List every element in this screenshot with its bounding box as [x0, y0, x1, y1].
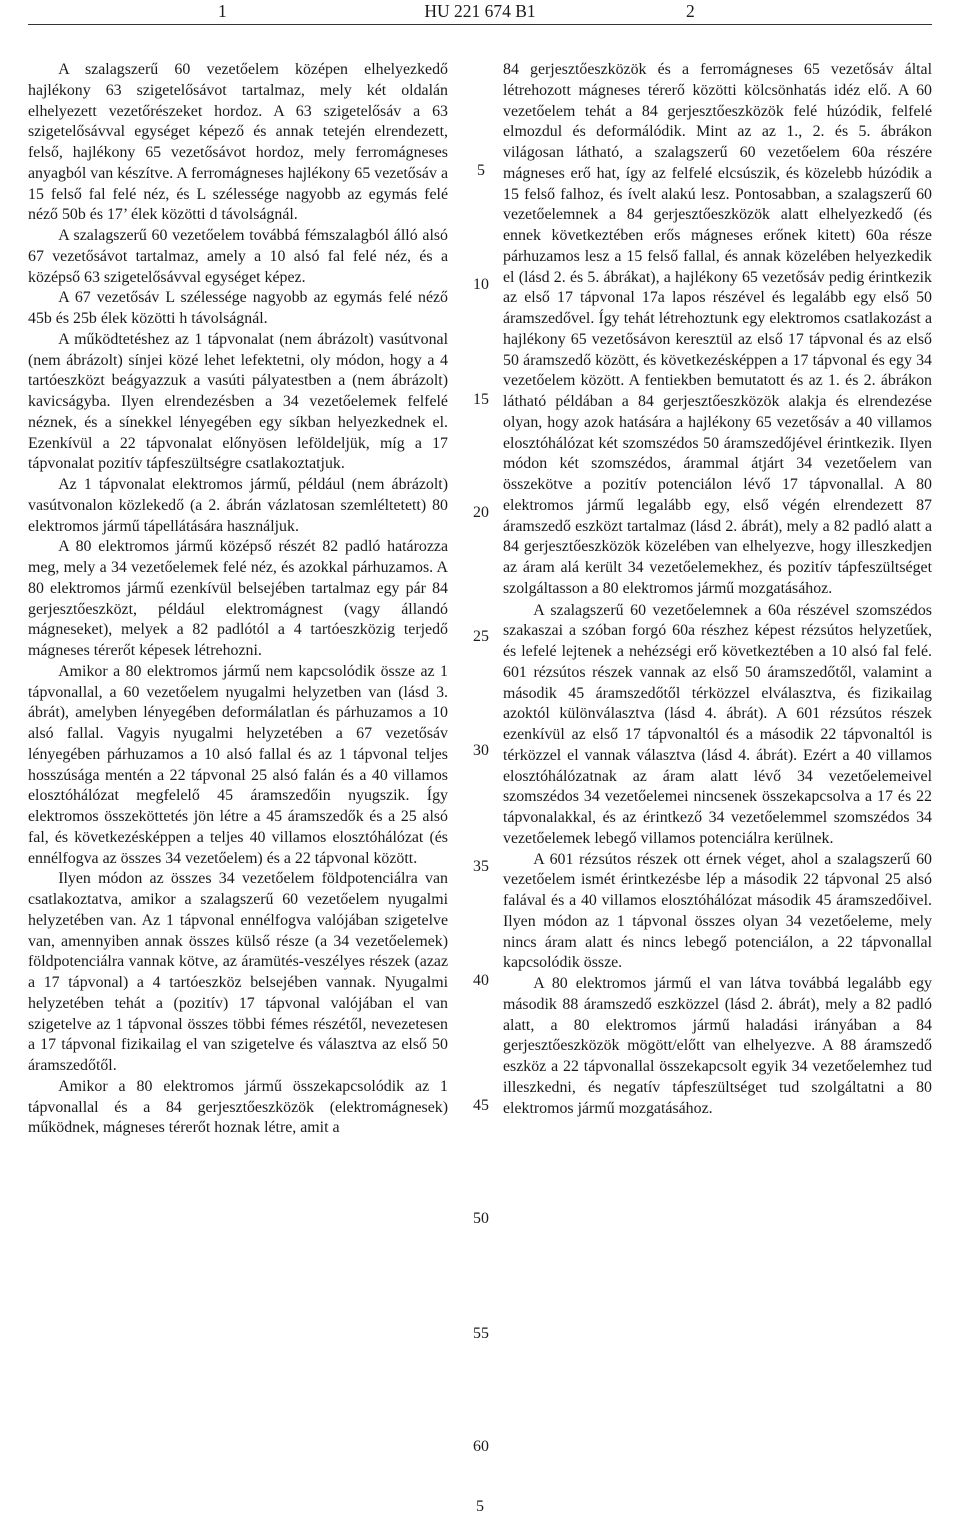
line-number: 60 — [473, 1438, 489, 1455]
line-number: 10 — [473, 276, 489, 293]
header-rule — [28, 24, 932, 25]
paragraph: A 601 rézsútos részek ott érnek véget, ahol a szalagszerű 60 vezetőelem ismét érintkezésbe lép a második 22 tápvonal 25 alsó falával és a 40 villamos elosztóhálózat második 45 áramszedőivel. Ilyen módon az 1 tápvonal összes olyan 34 vezetőeleme, mely nincs áram alatt és nincs lebegő potenciálon, a 22 tápvonallal kapcsolódik össze. — [503, 850, 932, 972]
paragraph: A szalagszerű 60 vezetőelemnek a 60a részével szomszédos szakaszai a szóban forgó 60a részhez képest rézsútos helyzetűek, és lefelé lejtenek a nehézségi erő következtében a 10 alsó fal felé. 601 rézsútos részek vannak az első 50 áramszedőtől, valamint a második 45 áramszedőtől térközzel elválasztva, és fizikailag azoktól különválasztva (lásd 4. ábrát). A 601 rézsútos részek ezenkívül az első 17 tápvonaltól és a második 22 tápvonaltól is térközzel el vannak választva (lásd 4. ábrát). Ezért a 40 villamos elosztóhálózatnak az áram alatt lévő 34 vezetőelemeivel szomszédos 34 vezetőelemei nincsenek összekapcsolva a 17 és 22 tápvonalakkal, és az érintkező 34 vezetőelemmel szomszédos 34 vezetőelemek lebegő villamos potenciálra kerülnek. — [503, 601, 932, 847]
paragraph: A szalagszerű 60 vezetőelem középen elhelyezkedő hajlékony 63 szigetelősávot tartalmaz, mely két oldalán elhelyezett vezetőrészeket hordoz. A 63 szigetelősáv a 63 szigetelősávval egységet képező és annak tetején elrendezett, felső, hajlékony 65 vezetősávot hordoz, mely ferromágneses anyagból van készítve. A ferromágneses hajlékony 65 vezetősáv a 15 felső fal felé néz, és L szélessége nagyobb az egymás felé néző 50b és 17’ élek közötti d távolságnál. — [28, 61, 448, 224]
line-number: 55 — [473, 1325, 489, 1342]
paragraph: Amikor a 80 elektromos jármű nem kapcsolódik össze az 1 tápvonallal, a 60 vezetőelem nyugalmi helyzetben van (lásd 3. ábrát), amelyben lényegében deformálatlan és párhuzamos a 10 alsó fallal. Vagyis nyugalmi helyzetében a 67 vezetősáv lényegében párhuzamos a 10 alsó fallal és az 1 tápvonal teljes hosszúsága mentén a 22 tápvonal 25 alsó falán és a 40 villamos elosztóhálózat megfelelő 45 áramszedőin nyugszik. Így elektromos összeköttetés jön létre a 45 áramszedők és a 25 alsó fal, és következésképpen a teljes 40 villamos elosztóhálózat (és ennélfogva az összes 34 vezetőelem) és a 22 tápvonal között. — [28, 662, 448, 867]
paragraph: A 80 elektromos jármű el van látva továbbá legalább egy második 88 áramszedő eszközzel (lásd 2. ábrát), mely a 82 padló alatt, a 80 elektromos jármű haladási irányában a 84 gerjesztőeszközök mögött/előtt van elhelyezve. A 88 áramszedő eszköz a 22 tápvonallal összekapcsolt egyik 34 vezetőelemhez tud illeszkedni, és negatív tápfeszültséget tud szolgáltatni a 80 elektromos jármű mozgatásához. — [503, 975, 932, 1117]
left-column — [28, 60, 448, 1139]
paragraph: Amikor a 80 elektromos jármű összekapcsolódik az 1 tápvonallal és a 84 gerjesztőeszközök (elektromágnesek) működnek, mágneses térerőt hoznak létre, amit a — [28, 1077, 448, 1137]
line-number: 40 — [473, 972, 489, 989]
line-number: 35 — [473, 858, 489, 875]
right-page-number: 2 — [686, 1, 695, 21]
line-number: 5 — [477, 162, 485, 179]
paragraph: Az 1 tápvonalat elektromos jármű, például (nem ábrázolt) vasútvonalon közlekedő (a 2. ábrán vázlatosan szemléltetett) 80 elektromos jármű tápellátására használjuk. — [28, 476, 448, 535]
document-id: HU 221 674 B1 — [424, 1, 536, 21]
line-number: 20 — [473, 504, 489, 521]
right-column — [503, 60, 932, 1119]
paragraph: A működtetéshez az 1 tápvonalat (nem ábrázolt) vasútvonal (nem ábrázolt) sínjei közé lehet lefektetni, oly módon, hogy a 4 tartóeszközt beágyazzuk a vasúti pályatestben a (nem ábrázolt) kavicságyba. Ilyen elrendezésben a 34 vezetőelemek felfelé néznek, és a sínekkel lényegében egy síkban helyezkednek el. Ezenkívül a 22 tápvonalat előnyösen leföldeljük, míg a 17 tápvonalat pozitív tápfeszültségre csatlakoztatjuk. — [28, 330, 448, 473]
line-number: 45 — [473, 1097, 489, 1114]
line-number: 30 — [473, 742, 489, 759]
paragraph: Ilyen módon az összes 34 vezetőelem földpotenciálra van csatlakoztatva, amikor a szalagszerű 60 vezetőelem nyugalmi helyzetében van. Az 1 tápvonal ennélfogva valójában szigetelve van, amennyiben annak összes külső része (a 34 vezetőelemek) földpotenciálra vannak kötve, az áramütés-veszélyes részek (azaz a 17 tápvonal) a 4 tartóeszköz belsejében vannak. Nyugalmi helyzetében tehát a (pozitív) 17 tápvonal valójában el van szigetelve az 1 tápvonal összes többi fémes részétől, nevezetesen a 17 tápvonal fizikailag el van szigetelve és választva az első 50 áramszedőtől. — [28, 870, 448, 1074]
paragraph: A 67 vezetősáv L szélessége nagyobb az egymás felé néző 45b és 25b élek közötti h távolságnál. — [28, 289, 448, 327]
line-number: 50 — [473, 1210, 489, 1227]
left-page-number: 1 — [218, 1, 227, 21]
paragraph: A szalagszerű 60 vezetőelem továbbá fémszalagból álló alsó 67 vezetősávot tartalmaz, amely a 10 alsó fal felé néz, és a középső 63 szigetelősávval egységet képez. — [28, 227, 448, 286]
footer-page-number: 5 — [476, 1498, 484, 1515]
line-number: 15 — [473, 391, 489, 408]
line-number: 25 — [473, 628, 489, 645]
paragraph: A 80 elektromos jármű középső részét 82 padló határozza meg, mely a 34 vezetőelemek felé néz, és azokkal párhuzamos. A 80 elektromos jármű ezenkívül belsejében tartalmaz egy pár 84 gerjesztőeszközt, például elektromágnest (vagy állandó mágneseket), melyek a 82 padlótól a 4 tartóeszközig terjedő mágneses térerőt képesek létrehozni. — [28, 538, 448, 659]
paragraph: 84 gerjesztőeszközök és a ferromágneses 65 vezetősáv által létrehozott mágneses térerő közötti kölcsönhatás idéz elő. A 60 vezetőelem tehát a 84 gerjesztőeszközök felé húzódik, felfelé elmozdul és deformálódik. Mint az az 1., 2. és 5. ábrákon világosan látható, a szalagszerű 60 vezetőelem 60a részére mágneses erő hat, így az felfelé elcsúszik, és közelebb húzódik a 15 felső falhoz, és ívelt alakú lesz. Pontosabban, a szalagszerű 60 vezetőelemnek a 84 gerjesztőeszközök alatt elhelyezkedő (és ennek következtében erős mágneses erőnek kitett) 60a része párhuzamos lesz a 15 felső fallal, és annak közelében helyezkedik el (lásd 2. és 5. ábrákat), a hajlékony 65 vezetősáv pedig érintkezik az első 17 tápvonal 17a lapos részével és legalább egy első 50 áramszedővel. Így tehát létrehoztunk egy elektromos csatlakozást a hajlékony 65 vezetősávon keresztül az első 17 tápvonal és az első 50 áramszedő között, és következésképpen a 17 tápvonal és egy 34 vezetőelem között. A fentiekben bemutatott és az 1. és 2. ábrákon látható példában a 84 gerjesztőeszközök alakja és elrendezése olyan, hogy azok hatására a hajlékony 65 vezetősáv a 40 villamos elosztóhálózat két szomszédos 50 áramszedőjével érintkezik. Ilyen módon két szomszédos, árammal átjárt 34 vezetőelem van összekötve a pozitív potenciálon lévő 17 tápvonallal. A 80 elektromos jármű legalább egy, első végén elrendezett 87 áramszedő eszközt tartalmaz (lásd 2. ábrát), mely a 82 padló alatt a 84 gerjesztőeszközök közelében van elhelyezve, hogy illeszkedjen az áram alá került 34 vezetőelemekhez, és pozitív tápfeszültséget szolgáltasson a 80 elektromos jármű mozgatásához. — [503, 61, 932, 597]
